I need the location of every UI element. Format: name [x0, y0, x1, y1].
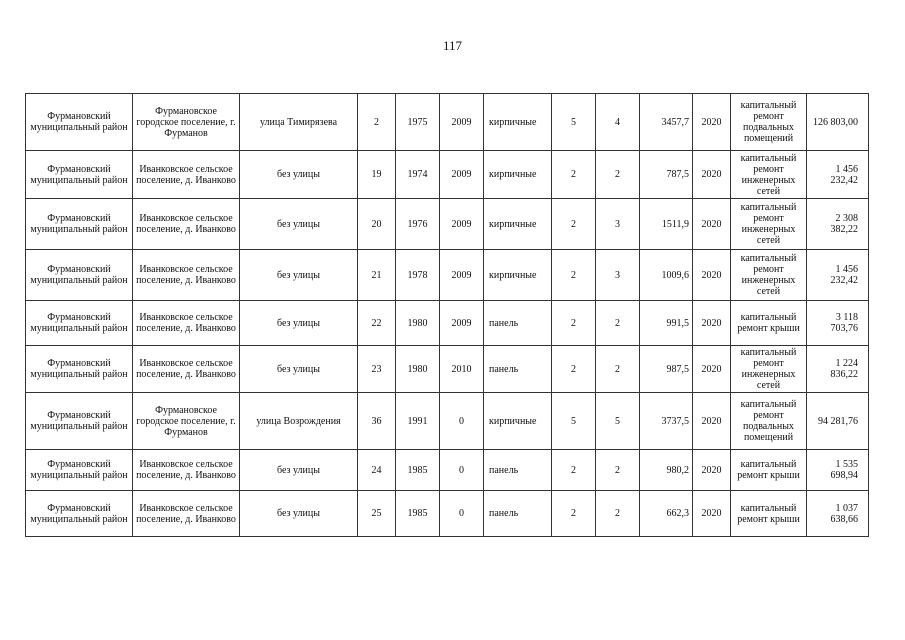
settlement-cell: Иванковское сельское поселение, д. Иванково	[133, 250, 240, 301]
page-number: 117	[442, 38, 463, 53]
last-repair-year-cell: 2010	[440, 346, 484, 393]
planned-year-cell: 2020	[693, 250, 731, 301]
floors-cell: 2	[552, 346, 596, 393]
street-cell: без улицы	[240, 491, 358, 537]
street-cell: без улицы	[240, 199, 358, 250]
planned-year-cell: 2020	[693, 151, 731, 199]
settlement-cell: Фурмановское городское поселение, г. Фурманов	[133, 393, 240, 450]
settlement-cell: Иванковское сельское поселение, д. Иванково	[133, 346, 240, 393]
planned-year-cell: 2020	[693, 346, 731, 393]
last-repair-year-cell: 2009	[440, 94, 484, 151]
last-repair-year-cell: 2009	[440, 250, 484, 301]
street-cell: улица Тимирязева	[240, 94, 358, 151]
floors-cell: 5	[552, 393, 596, 450]
last-repair-year-cell: 0	[440, 393, 484, 450]
table-row	[26, 393, 869, 450]
table-row	[26, 301, 869, 346]
floors-cell: 5	[552, 94, 596, 151]
wall-material-cell: панель	[484, 301, 552, 346]
year-built-cell: 1985	[396, 491, 440, 537]
work-type-cell: капитальный ремонт инженерных сетей	[731, 346, 807, 393]
district-cell: Фурмановский муниципальный район	[26, 450, 133, 491]
house-number-cell: 20	[358, 199, 396, 250]
wall-material-cell: кирпичные	[484, 151, 552, 199]
area-cell: 787,5	[640, 151, 693, 199]
year-built-cell: 1991	[396, 393, 440, 450]
area-cell: 980,2	[640, 450, 693, 491]
district-cell: Фурмановский муниципальный район	[26, 301, 133, 346]
cost-cell: 1 224 836,22	[807, 346, 869, 393]
house-number-cell: 21	[358, 250, 396, 301]
wall-material-cell: кирпичные	[484, 199, 552, 250]
settlement-cell: Иванковское сельское поселение, д. Иванково	[133, 491, 240, 537]
cost-cell: 2 308 382,22	[807, 199, 869, 250]
year-built-cell: 1975	[396, 94, 440, 151]
entrances-cell: 5	[596, 393, 640, 450]
planned-year-cell: 2020	[693, 450, 731, 491]
house-number-cell: 24	[358, 450, 396, 491]
district-cell: Фурмановский муниципальный район	[26, 346, 133, 393]
cost-cell: 126 803,00	[807, 94, 869, 151]
house-number-cell: 2	[358, 94, 396, 151]
area-cell: 991,5	[640, 301, 693, 346]
work-type-cell: капитальный ремонт инженерных сетей	[731, 250, 807, 301]
wall-material-cell: кирпичные	[484, 250, 552, 301]
district-cell: Фурмановский муниципальный район	[26, 94, 133, 151]
year-built-cell: 1978	[396, 250, 440, 301]
cost-cell: 3 118 703,76	[807, 301, 869, 346]
street-cell: без улицы	[240, 151, 358, 199]
settlement-cell: Иванковское сельское поселение, д. Иванково	[133, 151, 240, 199]
last-repair-year-cell: 0	[440, 491, 484, 537]
table-row	[26, 250, 869, 301]
table-row	[26, 491, 869, 537]
last-repair-year-cell: 0	[440, 450, 484, 491]
repair-registry-table	[25, 93, 869, 537]
floors-cell: 2	[552, 301, 596, 346]
work-type-cell: капитальный ремонт крыши	[731, 450, 807, 491]
work-type-cell: капитальный ремонт крыши	[731, 491, 807, 537]
district-cell: Фурмановский муниципальный район	[26, 393, 133, 450]
planned-year-cell: 2020	[693, 301, 731, 346]
area-cell: 3457,7	[640, 94, 693, 151]
planned-year-cell: 2020	[693, 94, 731, 151]
year-built-cell: 1980	[396, 346, 440, 393]
settlement-cell: Иванковское сельское поселение, д. Иванково	[133, 450, 240, 491]
entrances-cell: 2	[596, 491, 640, 537]
work-type-cell: капитальный ремонт подвальных помещений	[731, 393, 807, 450]
street-cell: без улицы	[240, 346, 358, 393]
wall-material-cell: кирпичные	[484, 94, 552, 151]
area-cell: 1009,6	[640, 250, 693, 301]
cost-cell: 1 456 232,42	[807, 250, 869, 301]
street-cell: без улицы	[240, 250, 358, 301]
work-type-cell: капитальный ремонт крыши	[731, 301, 807, 346]
entrances-cell: 2	[596, 301, 640, 346]
table-row	[26, 94, 869, 151]
street-cell: без улицы	[240, 301, 358, 346]
entrances-cell: 3	[596, 199, 640, 250]
house-number-cell: 25	[358, 491, 396, 537]
cost-cell: 1 535 698,94	[807, 450, 869, 491]
area-cell: 662,3	[640, 491, 693, 537]
floors-cell: 2	[552, 491, 596, 537]
table-row	[26, 450, 869, 491]
wall-material-cell: панель	[484, 346, 552, 393]
wall-material-cell: панель	[484, 491, 552, 537]
district-cell: Фурмановский муниципальный район	[26, 491, 133, 537]
cost-cell: 94 281,76	[807, 393, 869, 450]
settlement-cell: Фурмановское городское поселение, г. Фурманов	[133, 94, 240, 151]
work-type-cell: капитальный ремонт инженерных сетей	[731, 151, 807, 199]
street-cell: улица Возрождения	[240, 393, 358, 450]
area-cell: 987,5	[640, 346, 693, 393]
cost-cell: 1 456 232,42	[807, 151, 869, 199]
district-cell: Фурмановский муниципальный район	[26, 151, 133, 199]
floors-cell: 2	[552, 199, 596, 250]
district-cell: Фурмановский муниципальный район	[26, 199, 133, 250]
floors-cell: 2	[552, 250, 596, 301]
wall-material-cell: панель	[484, 450, 552, 491]
year-built-cell: 1980	[396, 301, 440, 346]
floors-cell: 2	[552, 151, 596, 199]
floors-cell: 2	[552, 450, 596, 491]
work-type-cell: капитальный ремонт подвальных помещений	[731, 94, 807, 151]
entrances-cell: 4	[596, 94, 640, 151]
settlement-cell: Иванковское сельское поселение, д. Иванково	[133, 199, 240, 250]
wall-material-cell: кирпичные	[484, 393, 552, 450]
year-built-cell: 1974	[396, 151, 440, 199]
area-cell: 1511,9	[640, 199, 693, 250]
house-number-cell: 19	[358, 151, 396, 199]
entrances-cell: 3	[596, 250, 640, 301]
table-row	[26, 151, 869, 199]
cost-cell: 1 037 638,66	[807, 491, 869, 537]
entrances-cell: 2	[596, 151, 640, 199]
house-number-cell: 36	[358, 393, 396, 450]
planned-year-cell: 2020	[693, 491, 731, 537]
table-row	[26, 346, 869, 393]
house-number-cell: 23	[358, 346, 396, 393]
year-built-cell: 1985	[396, 450, 440, 491]
district-cell: Фурмановский муниципальный район	[26, 250, 133, 301]
entrances-cell: 2	[596, 450, 640, 491]
street-cell: без улицы	[240, 450, 358, 491]
planned-year-cell: 2020	[693, 199, 731, 250]
entrances-cell: 2	[596, 346, 640, 393]
area-cell: 3737,5	[640, 393, 693, 450]
last-repair-year-cell: 2009	[440, 199, 484, 250]
year-built-cell: 1976	[396, 199, 440, 250]
house-number-cell: 22	[358, 301, 396, 346]
last-repair-year-cell: 2009	[440, 151, 484, 199]
planned-year-cell: 2020	[693, 393, 731, 450]
settlement-cell: Иванковское сельское поселение, д. Иванково	[133, 301, 240, 346]
work-type-cell: капитальный ремонт инженерных сетей	[731, 199, 807, 250]
table-row	[26, 199, 869, 250]
last-repair-year-cell: 2009	[440, 301, 484, 346]
